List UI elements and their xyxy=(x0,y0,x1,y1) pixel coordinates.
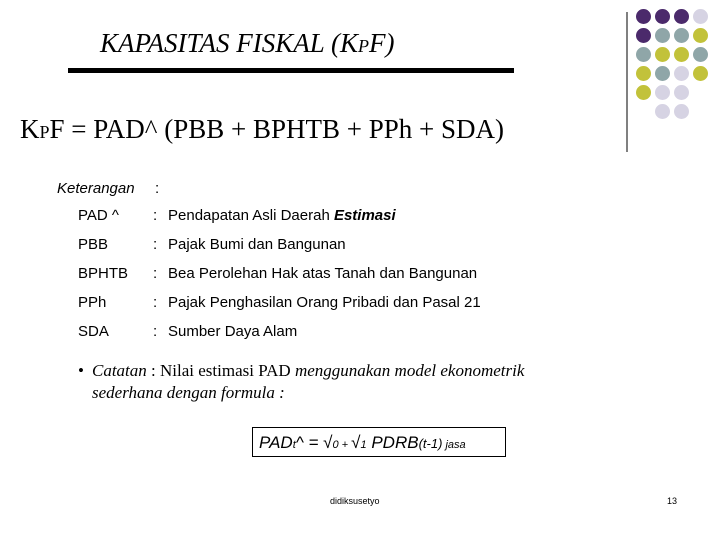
main-formula: KPF = PAD^ (PBB + BPHTB + PPh + SDA) xyxy=(20,114,504,144)
definition-desc: Pajak Bumi dan Bangunan xyxy=(168,236,346,253)
decorative-dot xyxy=(636,28,651,43)
decorative-dot xyxy=(674,9,689,24)
definition-colon: : xyxy=(153,265,158,282)
definition-colon: : xyxy=(153,323,158,340)
decorative-dot xyxy=(636,47,651,62)
decorative-dot xyxy=(655,28,670,43)
definition-colon: : xyxy=(153,294,158,311)
title-underline xyxy=(68,68,514,73)
definition-desc: Pajak Penghasilan Orang Pribadi dan Pasal 21 xyxy=(168,294,481,311)
decorative-vertical-line xyxy=(626,12,628,152)
decorative-dot xyxy=(655,85,670,100)
decorative-dot xyxy=(655,47,670,62)
catatan-note xyxy=(78,360,598,404)
bullet-icon: • xyxy=(78,361,84,380)
keterangan-label: Keterangan xyxy=(57,180,135,197)
definition-desc: Bea Perolehan Hak atas Tanah dan Bangunan xyxy=(168,265,478,282)
catatan-rest: menggunakan model ekonometrik sederhana dengan formula : xyxy=(92,361,525,402)
catatan-emphasis: : Nilai estimasi PAD xyxy=(146,361,295,380)
decorative-dot xyxy=(674,104,689,119)
definition-desc: Pendapatan Asli Daerah Estimasi xyxy=(168,207,396,224)
definition-term: PAD ^ xyxy=(78,207,119,224)
decorative-dot xyxy=(693,47,708,62)
decorative-dot xyxy=(655,9,670,24)
definition-term: SDA xyxy=(78,323,109,340)
decorative-dot xyxy=(674,66,689,81)
decorative-dot xyxy=(636,66,651,81)
decorative-dot xyxy=(655,104,670,119)
definition-term: BPHTB xyxy=(78,265,129,282)
footer-author: didiksusetyo xyxy=(330,496,380,506)
decorative-dot xyxy=(674,85,689,100)
decorative-dot xyxy=(693,66,708,81)
decorative-dot xyxy=(693,9,708,24)
decorative-dot xyxy=(655,66,670,81)
definition-colon: : xyxy=(153,207,158,224)
definition-desc: Sumber Daya Alam xyxy=(168,323,298,340)
slide-title: KAPASITAS FISKAL (KPF) xyxy=(100,28,395,58)
estimation-formula-box: PADt^ = √0 + √1 PDRB(t-1) jasa xyxy=(252,427,506,457)
decorative-dot xyxy=(636,85,651,100)
page-number: 13 xyxy=(667,496,678,506)
decorative-dot xyxy=(636,9,651,24)
definition-term: PBB xyxy=(78,236,109,253)
definition-term: PPh xyxy=(78,294,107,311)
decorative-dot xyxy=(693,28,708,43)
keterangan-colon: : xyxy=(155,180,160,197)
decorative-dot xyxy=(674,47,689,62)
decorative-dot xyxy=(674,28,689,43)
catatan-label: Catatan xyxy=(92,361,147,380)
definition-colon: : xyxy=(153,236,158,253)
